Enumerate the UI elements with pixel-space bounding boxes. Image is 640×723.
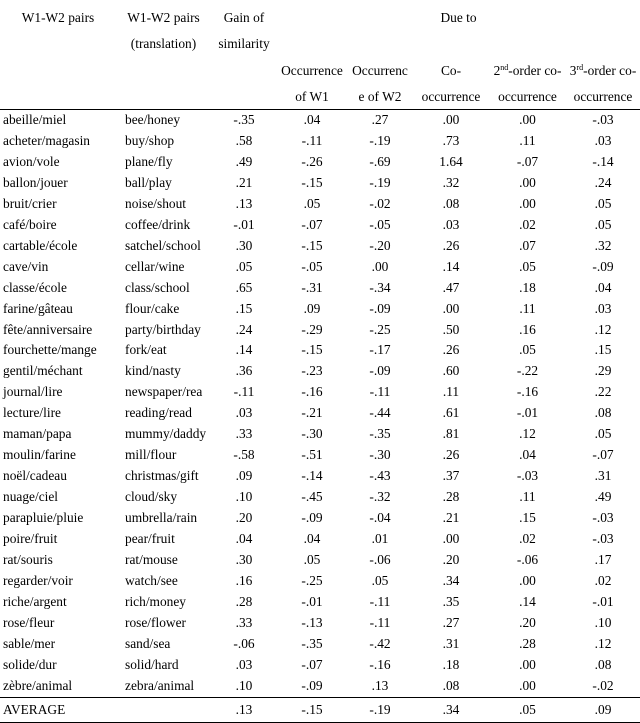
table-header (0, 0, 640, 110)
cell-translation: coffee/drink (125, 216, 191, 232)
cell-occ-w2: -.11 (369, 614, 391, 630)
cell-occ-w1: -.07 (301, 656, 323, 672)
cell-gain: .33 (235, 614, 253, 630)
cell-translation: watch/see (125, 572, 178, 588)
cell-second-order: .18 (519, 279, 536, 295)
table-row (0, 487, 640, 508)
cell-pair: bruit/crier (3, 195, 57, 211)
header-occ-w2: Occurrenc (352, 63, 408, 78)
cell-second-order: .05 (519, 258, 536, 274)
cell-cooc: .61 (442, 405, 460, 421)
table-row (0, 529, 640, 550)
table-row (0, 131, 640, 152)
cell-gain: -.58 (233, 447, 255, 463)
cell-pair: nuage/ciel (3, 489, 59, 505)
cell-cooc: .00 (442, 112, 460, 127)
cell-occ-w2: -.17 (369, 342, 391, 358)
cell-third-order: .08 (594, 656, 612, 672)
cell-second-order: .14 (519, 593, 536, 609)
table-row (0, 152, 640, 173)
table-row (0, 655, 640, 676)
cell-gain: -.01 (233, 216, 255, 232)
table-row (0, 257, 640, 278)
cell-cooc: .32 (442, 174, 460, 190)
cell-occ-w1: -.45 (301, 489, 323, 505)
cell-occ-w2: -.05 (369, 216, 391, 232)
cell-occ-w1: -.14 (301, 468, 323, 484)
cell-occ-w1: -.23 (301, 363, 323, 379)
cell-gain: .58 (235, 132, 253, 148)
cell-pair: solide/dur (3, 656, 57, 672)
cell-cooc: .50 (442, 321, 460, 337)
cell-second-order: .00 (519, 656, 536, 672)
cell-occ-w1: .04 (303, 531, 321, 547)
cell-second-order: .11 (519, 132, 536, 148)
cell-translation: christmas/gift (125, 468, 199, 484)
cell-third-order: .22 (594, 384, 612, 400)
cell-second-order: -.16 (516, 384, 539, 400)
cell-occ-w1: .05 (303, 552, 321, 568)
cell-cooc: .14 (442, 258, 460, 274)
cell-second-order: .15 (519, 510, 536, 526)
cell-pair: acheter/magasin (3, 132, 90, 148)
cell-pair: riche/argent (3, 593, 67, 609)
cell-third-order: .05 (594, 216, 612, 232)
cell-translation: sand/sea (125, 635, 171, 651)
cell-third-order: .08 (594, 405, 612, 421)
cell-occ-w2: .05 (371, 572, 389, 588)
cell-pair: cave/vin (3, 258, 49, 274)
cell-translation: umbrella/rain (125, 510, 198, 526)
cell-pair: rat/souris (3, 552, 53, 568)
table-row (0, 236, 640, 257)
cell-third-order: .32 (594, 237, 612, 253)
cell-occ-w2: .01 (371, 531, 389, 547)
cell-gain: .10 (235, 489, 253, 505)
cell-translation: kind/nasty (125, 363, 181, 379)
cell-occ-w2: -.44 (369, 405, 391, 421)
cell-occ-w2: -.35 (369, 426, 391, 442)
cell-cooc: .47 (442, 279, 460, 295)
cell-translation: mill/flour (125, 447, 177, 463)
cell-pair: lecture/lire (3, 405, 61, 421)
cell-occ-w2: -.19 (369, 174, 391, 190)
table-row (0, 278, 640, 299)
table-row (0, 194, 640, 215)
cell-occ-w2: -.09 (369, 363, 391, 379)
cell-gain: .15 (235, 300, 253, 316)
header-occ-w1-sub: of W1 (277, 84, 347, 110)
table-row (0, 592, 640, 613)
cell-translation: rich/money (125, 593, 186, 609)
cell-gain: .30 (235, 237, 253, 253)
cell-translation: buy/shop (125, 132, 175, 148)
cell-second-order: .04 (519, 447, 536, 463)
cell-second-order: -.06 (516, 552, 539, 568)
cell-occ-w1: -.29 (301, 321, 323, 337)
cell-translation: pear/fruit (125, 531, 175, 547)
header-occ-w1: Occurrence (281, 63, 343, 78)
cell-third-order: -.03 (592, 112, 614, 127)
cell-occ-w2: -.20 (369, 237, 391, 253)
cell-cooc: .00 (442, 300, 460, 316)
average-occ-w1: -.15 (277, 697, 347, 722)
cell-third-order: -.03 (592, 510, 614, 526)
cell-cooc: .18 (442, 656, 460, 672)
table-row (0, 466, 640, 487)
header-third-order-sub: occurrence (566, 84, 640, 110)
average-row (0, 697, 640, 722)
cell-occ-w1: -.16 (301, 384, 323, 400)
cell-gain: .10 (235, 677, 253, 693)
header-occ-w2-sub: e of W2 (347, 84, 413, 110)
cell-cooc: .08 (442, 677, 460, 693)
cell-cooc: .81 (442, 426, 460, 442)
cell-occ-w2: -.09 (369, 300, 391, 316)
table-body (0, 110, 640, 698)
cell-occ-w1: -.51 (301, 447, 323, 463)
cell-occ-w1: -.01 (301, 593, 323, 609)
header-translation-sub: (translation) (130, 36, 197, 51)
cell-occ-w2: -.02 (369, 195, 391, 211)
cell-gain: .21 (235, 174, 253, 190)
header-pairs: W1-W2 pairs (21, 10, 95, 25)
cell-occ-w2: -.25 (369, 321, 391, 337)
cell-cooc: .31 (442, 635, 460, 651)
table-row (0, 382, 640, 403)
cell-translation: solid/hard (125, 656, 179, 672)
average-second: .05 (489, 697, 566, 722)
cell-third-order: .49 (594, 489, 612, 505)
cell-cooc: .11 (442, 384, 460, 400)
cell-second-order: .05 (519, 342, 536, 358)
cell-pair: regarder/voir (3, 572, 73, 588)
cell-cooc: .35 (442, 593, 460, 609)
cell-second-order: -.01 (516, 405, 539, 421)
cell-pair: farine/gâteau (3, 300, 73, 316)
cell-occ-w1: -.26 (301, 153, 323, 169)
cell-occ-w1: -.30 (301, 426, 323, 442)
cell-occ-w1: -.15 (301, 237, 323, 253)
cell-third-order: .12 (594, 635, 612, 651)
cell-translation: reading/read (125, 405, 192, 421)
cell-third-order: -.14 (592, 153, 614, 169)
cell-second-order: -.03 (516, 468, 539, 484)
cell-cooc: .20 (442, 552, 460, 568)
average-cooc: .34 (413, 697, 489, 722)
cell-pair: noël/cadeau (3, 468, 67, 484)
cell-third-order: .12 (594, 321, 612, 337)
cell-third-order: -.01 (592, 593, 614, 609)
table-row (0, 445, 640, 466)
cell-cooc: .26 (442, 342, 460, 358)
cell-second-order: .28 (519, 635, 536, 651)
table-row (0, 508, 640, 529)
cell-occ-w1: -.05 (301, 258, 323, 274)
cell-gain: .33 (235, 426, 253, 442)
cell-gain: .24 (235, 321, 253, 337)
cell-gain: .04 (235, 531, 253, 547)
average-third: .09 (566, 697, 640, 722)
cell-third-order: .15 (594, 342, 612, 358)
cell-pair: ballon/jouer (3, 174, 68, 190)
cell-occ-w2: .13 (371, 677, 389, 693)
cell-occ-w1: .09 (303, 300, 321, 316)
average-label: AVERAGE (0, 697, 116, 722)
cell-pair: café/boire (3, 216, 57, 232)
table-row (0, 320, 640, 341)
cell-translation: class/school (125, 279, 190, 295)
cell-gain: -.35 (233, 112, 255, 127)
cell-occ-w2: -.32 (369, 489, 391, 505)
table-row (0, 361, 640, 382)
cell-second-order: -.22 (516, 363, 539, 379)
cell-gain: .49 (235, 153, 253, 169)
cell-pair: maman/papa (3, 426, 72, 442)
cell-translation: party/birthday (125, 321, 201, 337)
cell-pair: sable/mer (3, 635, 56, 651)
cell-pair: zèbre/animal (3, 677, 73, 693)
cell-cooc: .26 (442, 237, 460, 253)
cell-occ-w1: -.11 (301, 132, 323, 148)
cell-occ-w2: -.30 (369, 447, 391, 463)
cell-second-order: .00 (519, 174, 536, 190)
cell-pair: abeille/miel (3, 112, 67, 127)
cell-second-order: .00 (519, 572, 536, 588)
table-row (0, 571, 640, 592)
cell-occ-w1: -.07 (301, 216, 323, 232)
table-row (0, 173, 640, 194)
cell-cooc: .73 (442, 132, 460, 148)
header-gain-sub: similarity (218, 36, 270, 51)
cell-occ-w1: .05 (303, 195, 321, 211)
cell-gain: .28 (235, 593, 253, 609)
cell-occ-w2: -.16 (369, 656, 391, 672)
cell-translation: newspaper/rea (125, 384, 203, 400)
cell-gain: .05 (235, 258, 253, 274)
table-row (0, 110, 640, 131)
cell-third-order: .17 (594, 552, 612, 568)
header-cooc: Co- (440, 63, 462, 78)
cell-cooc: .21 (442, 510, 460, 526)
cell-cooc: .27 (442, 614, 460, 630)
cell-cooc: .03 (442, 216, 460, 232)
cell-occ-w2: -.06 (369, 552, 391, 568)
cell-cooc: .28 (442, 489, 460, 505)
cell-translation: mummy/daddy (125, 426, 207, 442)
header-cooc-sub: occurrence (413, 84, 489, 110)
table-row (0, 613, 640, 634)
cell-gain: .03 (235, 405, 253, 421)
cell-third-order: -.07 (592, 447, 614, 463)
cell-third-order: .03 (594, 300, 612, 316)
cell-second-order: .11 (519, 300, 536, 316)
cell-second-order: .00 (519, 195, 536, 211)
cell-occ-w2: -.04 (369, 510, 391, 526)
cell-translation: plane/fly (125, 153, 173, 169)
cell-third-order: -.03 (592, 531, 614, 547)
cell-second-order: .07 (519, 237, 536, 253)
cell-second-order: .00 (519, 677, 536, 693)
cell-pair: cartable/école (3, 237, 78, 253)
cell-third-order: .31 (594, 468, 612, 484)
cell-pair: journal/lire (3, 384, 63, 400)
cell-third-order: .04 (594, 279, 612, 295)
cell-occ-w1: -.35 (301, 635, 323, 651)
cell-occ-w2: -.11 (369, 384, 391, 400)
cell-occ-w2: -.11 (369, 593, 391, 609)
cell-translation: cloud/sky (125, 489, 178, 505)
cell-occ-w1: .04 (303, 112, 321, 127)
cell-third-order: -.09 (592, 258, 614, 274)
cell-translation: rose/flower (125, 614, 186, 630)
cell-third-order: .03 (594, 132, 612, 148)
header-second-order-sub: occurrence (489, 84, 566, 110)
cell-occ-w1: -.09 (301, 677, 323, 693)
cell-occ-w2: -.69 (369, 153, 391, 169)
table-row (0, 299, 640, 320)
cell-occ-w2: -.19 (369, 132, 391, 148)
table-row (0, 550, 640, 571)
cell-pair: rose/fleur (3, 614, 55, 630)
table-row (0, 340, 640, 361)
cell-second-order: .12 (519, 426, 536, 442)
cell-gain: -.11 (233, 384, 255, 400)
table-row (0, 215, 640, 236)
cell-translation: cellar/wine (125, 258, 185, 274)
cell-translation: rat/mouse (125, 552, 178, 568)
cell-third-order: .10 (594, 614, 612, 630)
cell-third-order: .29 (594, 363, 612, 379)
cell-occ-w1: -.13 (301, 614, 323, 630)
table-row (0, 676, 640, 697)
cell-second-order: .02 (519, 531, 536, 547)
cell-second-order: .20 (519, 614, 536, 630)
cell-cooc: .60 (442, 363, 460, 379)
cell-second-order: .16 (519, 321, 536, 337)
header-gain: Gain of (223, 10, 265, 25)
cell-translation: flour/cake (125, 300, 180, 316)
cell-occ-w1: -.09 (301, 510, 323, 526)
cell-gain: .14 (235, 342, 253, 358)
cell-translation: zebra/animal (125, 677, 195, 693)
cell-gain: .20 (235, 510, 253, 526)
cell-cooc: .00 (442, 531, 460, 547)
cell-gain: .65 (235, 279, 253, 295)
average-gain: .13 (211, 697, 277, 722)
header-second-order: 2nd-order co- (493, 63, 562, 78)
cell-cooc: 1.64 (439, 153, 463, 169)
cell-pair: parapluie/pluie (3, 510, 84, 526)
cell-cooc: .26 (442, 447, 460, 463)
cell-occ-w1: -.15 (301, 174, 323, 190)
cell-gain: .30 (235, 552, 253, 568)
cell-occ-w2: -.43 (369, 468, 391, 484)
cell-second-order: .02 (519, 216, 536, 232)
cell-second-order: .00 (519, 112, 536, 127)
cell-third-order: .05 (594, 195, 612, 211)
cell-gain: .09 (235, 468, 253, 484)
table-row (0, 634, 640, 655)
header-due-to: Due to (440, 10, 477, 25)
cell-occ-w1: -.15 (301, 342, 323, 358)
cell-second-order: .11 (519, 489, 536, 505)
cell-occ-w2: -.42 (369, 635, 391, 651)
cell-pair: poire/fruit (3, 531, 58, 547)
cell-cooc: .37 (442, 468, 460, 484)
cell-occ-w1: -.31 (301, 279, 323, 295)
cell-third-order: -.02 (592, 677, 614, 693)
cell-translation: satchel/school (125, 237, 201, 253)
header-third-order: 3rd-order co- (569, 63, 637, 78)
table-row (0, 424, 640, 445)
cell-occ-w1: -.25 (301, 572, 323, 588)
cell-occ-w1: -.21 (301, 405, 323, 421)
cell-gain: -.06 (233, 635, 255, 651)
table-row (0, 403, 640, 424)
cell-gain: .13 (235, 195, 253, 211)
cell-gain: .03 (235, 656, 253, 672)
cell-translation: fork/eat (125, 342, 167, 358)
cell-third-order: .02 (594, 572, 612, 588)
cell-pair: fourchette/mange (3, 342, 97, 358)
cell-cooc: .34 (442, 572, 460, 588)
cell-pair: moulin/farine (3, 447, 76, 463)
cell-pair: fête/anniversaire (3, 321, 93, 337)
cell-cooc: .08 (442, 195, 460, 211)
cell-occ-w2: .00 (371, 258, 389, 274)
cell-translation: bee/honey (125, 112, 181, 127)
cell-occ-w2: -.34 (369, 279, 391, 295)
cell-third-order: .05 (594, 426, 612, 442)
cell-pair: classe/école (3, 279, 67, 295)
header-translation: W1-W2 pairs (127, 10, 200, 25)
cell-translation: noise/shout (125, 195, 187, 211)
cell-second-order: -.07 (516, 153, 539, 169)
cell-pair: gentil/méchant (3, 363, 83, 379)
cell-gain: .16 (235, 572, 253, 588)
average-occ-w2: -.19 (347, 697, 413, 722)
cell-pair: avion/vole (3, 153, 60, 169)
cell-occ-w2: .27 (371, 112, 389, 127)
cell-gain: .36 (235, 363, 253, 379)
cell-translation: ball/play (125, 174, 172, 190)
cell-third-order: .24 (594, 174, 612, 190)
